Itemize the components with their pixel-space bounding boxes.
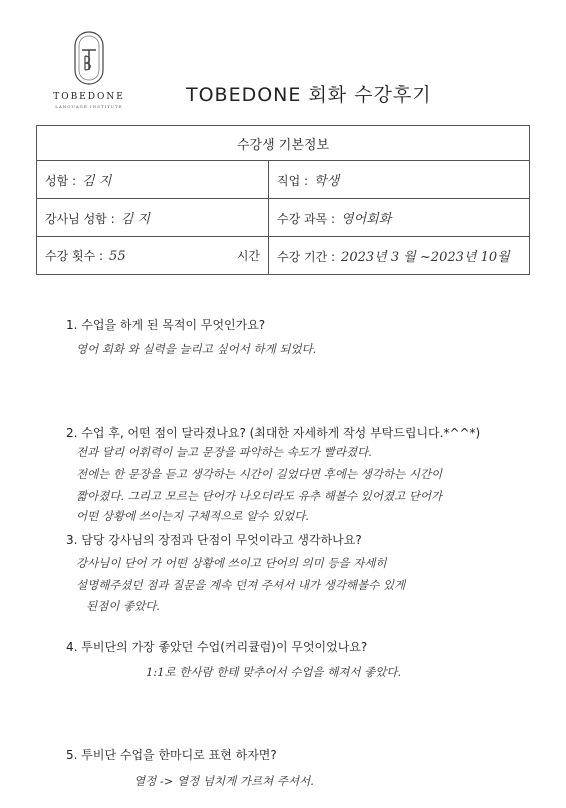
crest-icon	[69, 30, 109, 86]
course-label: 수강 과목 :	[277, 212, 336, 226]
teacher-value: 김 지	[120, 212, 150, 227]
answer-4-line-1: 1:1로 한사람 한테 맞추어서 수업을 해져서 좋았다.	[146, 665, 402, 679]
answer-1-line-1: 영어 회화 와 실력을 늘리고 싶어서 하게 되었다.	[76, 342, 317, 356]
job-label: 직업 :	[277, 174, 309, 188]
answer-2-line-2: 전에는 한 문장을 듣고 생각하는 시간이 길었다면 후에는 생각하는 시간이	[76, 467, 443, 481]
question-5: 5. 투비단 수업을 한마디로 표현 하자면?	[66, 748, 277, 762]
answer-2-line-1: 전과 달리 어휘력이 늘고 문장을 파악하는 속도가 빨라졌다.	[76, 445, 372, 459]
period-label: 수강 기간 :	[277, 250, 336, 264]
teacher-cell	[37, 199, 269, 237]
job-cell	[269, 161, 530, 199]
answer-5-line-1: 열정 -> 열정 넘치게 가르쳐 주셔서.	[134, 774, 314, 788]
logo-subtitle: LANGUAGE INSTITUTE	[55, 104, 123, 109]
page-title: TOBEDONE 회화 수강후기	[186, 84, 432, 106]
period-value: 2023년 3 월 ~2023년 10월	[341, 250, 510, 265]
count-value: 55	[109, 249, 126, 264]
teacher-label: 강사님 성함 :	[45, 212, 115, 226]
info-header: 수강생 기본정보	[37, 126, 530, 161]
count-label: 수강 횟수 :	[45, 249, 104, 263]
question-4: 4. 투비단의 가장 좋았던 수업(커리큘럼)이 무엇이었나요?	[66, 640, 368, 654]
count-cell	[37, 237, 269, 275]
name-cell	[37, 161, 269, 199]
logo-name: TOBEDONE	[53, 92, 125, 102]
answer-3-line-3: 된점이 좋았다.	[86, 599, 160, 613]
count-unit: 시간	[236, 249, 260, 263]
student-info-table	[36, 125, 530, 275]
course-value: 영어회화	[341, 212, 392, 227]
answer-2-line-4: 어떤 상황에 쓰이는지 구체적으로 알수 있었다.	[76, 509, 310, 523]
course-cell	[269, 199, 530, 237]
question-3: 3. 담당 강사님의 장점과 단점이 무엇이라고 생각하나요?	[66, 533, 362, 547]
logo	[48, 30, 130, 109]
question-1: 1. 수업을 하게 된 목적이 무엇인가요?	[66, 318, 266, 332]
job-value: 학생	[314, 174, 340, 189]
name-label: 성함 :	[45, 174, 77, 188]
answer-3-line-1: 강사님이 단어 가 어떤 상황에 쓰이고 단어의 의미 등을 자세히	[76, 556, 387, 570]
name-value: 김 지	[82, 174, 112, 189]
period-cell	[269, 237, 530, 275]
question-2: 2. 수업 후, 어떤 점이 달라졌나요? (최대한 자세하게 작성 부탁드립니다.*^^*)	[66, 426, 481, 440]
answer-3-line-2: 설명해주셨던 점과 질문을 계속 던져 주셔서 내가 생각해볼수 있게	[76, 578, 406, 592]
answer-2-line-3: 짧아졌다. 그리고 모르는 단어가 나오더라도 유추 해볼수 있어졌고 단어가	[76, 489, 443, 503]
